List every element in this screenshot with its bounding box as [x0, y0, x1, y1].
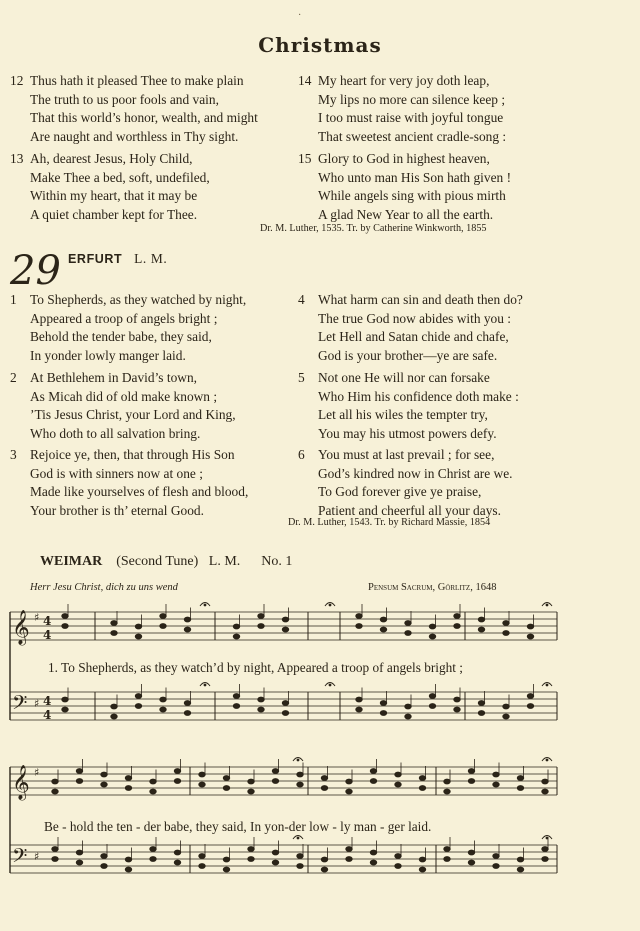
stanza-line: To God forever give ye praise,: [318, 484, 482, 500]
treble-clef: 𝄞: [12, 610, 30, 645]
hymn29-credit: Dr. M. Luther, 1543. Tr. by Richard Massie, 1854: [288, 517, 491, 528]
note-head: [478, 701, 484, 706]
note-head: [76, 860, 82, 865]
stanza-line: You may his utmost powers defy.: [318, 425, 497, 441]
fermata-dot: [546, 759, 548, 761]
page-mark: ·: [298, 10, 302, 21]
note-head: [493, 772, 499, 777]
note-head: [62, 697, 68, 702]
note-head: [297, 782, 303, 787]
stanza-line: What harm can sin and death then do?: [318, 292, 523, 307]
stanza-line: ’Tis Jesus Christ, your Lord and King,: [30, 407, 236, 423]
stanza-line: Not one He will nor can forsake: [318, 370, 490, 385]
note-head: [282, 711, 288, 716]
stanza-line: A quiet chamber kept for Thee.: [30, 206, 198, 222]
stanza-line: Let Hell and Satan chide and chafe,: [318, 329, 509, 345]
note-head: [527, 634, 533, 639]
note-head: [282, 617, 288, 622]
note-head: [419, 786, 425, 791]
note-head: [248, 789, 254, 794]
note-head: [405, 631, 411, 636]
fermata-dot: [329, 604, 331, 606]
stanza-line: Made like yourselves of flesh and blood,: [30, 484, 249, 500]
stanza-line: That sweetest ancient cradle-song :: [318, 128, 507, 144]
note-head: [258, 707, 264, 712]
stanza-line: Let all his wiles the tempter try,: [318, 407, 488, 423]
time-signature-top: 4: [43, 694, 52, 708]
stanza-line: Who unto man His Son hath given !: [318, 169, 512, 185]
note-head: [493, 864, 499, 869]
stanza-number: 5: [298, 370, 305, 385]
note-head: [62, 707, 68, 712]
note-head: [125, 857, 131, 862]
note-head: [223, 786, 229, 791]
note-head: [395, 854, 401, 859]
note-head: [150, 779, 156, 784]
note-head: [184, 627, 190, 632]
note-head: [454, 707, 460, 712]
note-head: [356, 624, 362, 629]
stanza-line: Within my heart, that it may be: [30, 188, 198, 204]
treble-clef: 𝄞: [12, 765, 30, 800]
note-head: [272, 850, 278, 855]
note-head: [468, 779, 474, 784]
note-head: [223, 867, 229, 872]
note-head: [444, 789, 450, 794]
stanza-line: While angels sing with pious mirth: [318, 188, 506, 204]
note-head: [184, 617, 190, 622]
stanza-line: Make Thee a bed, soft, undefiled,: [30, 169, 210, 185]
note-head: [111, 704, 117, 709]
stanza-number: 4: [298, 292, 305, 307]
note-head: [429, 704, 435, 709]
key-signature-sharp: ♯: [34, 611, 40, 624]
note-head: [125, 786, 131, 791]
stanza-number: 2: [10, 370, 17, 385]
note-head: [52, 857, 58, 862]
note-head: [101, 782, 107, 787]
second-tune-title: WEIMAR: [40, 554, 103, 569]
note-head: [444, 847, 450, 852]
note-head: [346, 847, 352, 852]
note-head: [272, 860, 278, 865]
note-head: [150, 789, 156, 794]
note-head: [135, 704, 141, 709]
key-signature-sharp: ♯: [34, 766, 40, 779]
note-head: [542, 779, 548, 784]
note-head: [395, 772, 401, 777]
note-head: [135, 694, 141, 699]
stanza-line: Thus hath it pleased Thee to make plain: [30, 73, 244, 88]
note-head: [321, 867, 327, 872]
fermata-dot: [546, 684, 548, 686]
note-head: [52, 847, 58, 852]
note-head: [405, 621, 411, 626]
note-head: [272, 769, 278, 774]
note-head: [258, 614, 264, 619]
stanza-line: The truth to us poor fools and vain,: [30, 91, 219, 107]
tune-name-text: ERFURT: [68, 252, 123, 266]
key-signature-sharp: ♯: [34, 850, 40, 863]
stanza-line: To Shepherds, as they watched by night,: [30, 292, 247, 307]
note-head: [419, 867, 425, 872]
stanza-line: My heart for very joy doth leap,: [318, 73, 490, 88]
note-head: [125, 867, 131, 872]
note-head: [199, 864, 205, 869]
stanza-line: Glory to God in highest heaven,: [318, 151, 490, 166]
note-head: [356, 614, 362, 619]
time-signature-bottom: 4: [43, 628, 52, 642]
note-head: [199, 772, 205, 777]
note-head: [380, 627, 386, 632]
note-head: [101, 772, 107, 777]
note-head: [503, 704, 509, 709]
note-head: [527, 694, 533, 699]
stanza-line: Patient and cheerful all your days.: [318, 502, 501, 518]
stanza-line: God’s kindred now in Christ are we.: [318, 465, 513, 481]
note-head: [52, 789, 58, 794]
note-head: [468, 850, 474, 855]
stanza-number: 13: [10, 151, 24, 166]
note-head: [199, 782, 205, 787]
stanza-line: Ah, dearest Jesus, Holy Child,: [30, 151, 193, 166]
note-head: [542, 789, 548, 794]
note-head: [258, 624, 264, 629]
note-head: [223, 776, 229, 781]
note-head: [478, 617, 484, 622]
note-head: [380, 617, 386, 622]
stanza-line: I too must raise with joyful tongue: [318, 110, 504, 126]
bass-clef: 𝄢: [12, 844, 28, 872]
tune-source-right: Pensum Sacrum, Görlitz, 1648: [368, 582, 497, 593]
note-head: [503, 631, 509, 636]
note-head: [429, 694, 435, 699]
time-signature-bottom: 4: [43, 708, 52, 722]
stanza-line: Appeared a troop of angels bright ;: [30, 310, 218, 326]
note-head: [135, 624, 141, 629]
stanza-line: At Bethlehem in David’s town,: [30, 370, 197, 385]
stanza-line: God is with sinners now at one ;: [30, 465, 203, 481]
time-signature-top: 4: [43, 614, 52, 628]
note-head: [454, 624, 460, 629]
note-head: [184, 701, 190, 706]
note-head: [405, 704, 411, 709]
note-head: [468, 860, 474, 865]
note-head: [527, 624, 533, 629]
note-head: [248, 857, 254, 862]
note-head: [454, 697, 460, 702]
fermata-dot: [204, 604, 206, 606]
stanza-line: God is your brother—ye are safe.: [318, 347, 498, 363]
stanza-line: Who Him his confidence doth make :: [318, 388, 519, 404]
note-head: [503, 621, 509, 626]
note-head: [478, 711, 484, 716]
note-head: [346, 857, 352, 862]
note-head: [321, 786, 327, 791]
note-head: [321, 857, 327, 862]
note-head: [493, 782, 499, 787]
section-header: Christmas: [258, 33, 382, 57]
note-head: [370, 779, 376, 784]
stanza-number: 6: [298, 447, 305, 462]
second-tune-number: No. 1: [261, 554, 293, 569]
stanza-number: 1: [10, 292, 17, 307]
note-head: [444, 779, 450, 784]
note-head: [76, 769, 82, 774]
stanza-line: A glad New Year to all the earth.: [318, 206, 494, 222]
note-head: [160, 614, 166, 619]
note-head: [233, 704, 239, 709]
stanza-line: The true God now abides with you :: [318, 310, 512, 326]
stanza-line: Are naught and worthless in Thy sight.: [30, 128, 239, 144]
note-head: [62, 614, 68, 619]
bass-clef: 𝄢: [12, 691, 28, 719]
note-head: [395, 864, 401, 869]
note-head: [542, 857, 548, 862]
note-head: [444, 857, 450, 862]
note-head: [542, 847, 548, 852]
note-head: [321, 776, 327, 781]
note-head: [52, 779, 58, 784]
note-head: [248, 779, 254, 784]
note-head: [454, 614, 460, 619]
note-head: [429, 634, 435, 639]
note-head: [174, 769, 180, 774]
note-head: [346, 779, 352, 784]
note-head: [297, 854, 303, 859]
stanza-number: 3: [10, 447, 17, 462]
note-head: [395, 782, 401, 787]
note-head: [184, 711, 190, 716]
stanza-number: 15: [298, 151, 312, 166]
fermata-dot: [329, 684, 331, 686]
fermata-dot: [204, 684, 206, 686]
note-head: [174, 860, 180, 865]
note-head: [233, 694, 239, 699]
note-head: [468, 769, 474, 774]
note-head: [160, 697, 166, 702]
note-head: [101, 864, 107, 869]
note-head: [493, 854, 499, 859]
hymn28-credit: Dr. M. Luther, 1535. Tr. by Catherine Winkworth, 1855: [260, 223, 487, 234]
stanza-number: 14: [298, 73, 312, 88]
stanza-line: Rejoice ye, then, that through His Son: [30, 447, 235, 462]
note-head: [419, 776, 425, 781]
note-head: [370, 769, 376, 774]
lyrics-line-2: Be - hold the ten - der babe, they said, In yon-der low - ly man - ger laid.: [44, 819, 432, 834]
note-head: [405, 714, 411, 719]
second-tune-subtitle: (Second Tune): [116, 554, 199, 569]
note-head: [282, 627, 288, 632]
fermata-dot: [546, 837, 548, 839]
note-head: [517, 786, 523, 791]
stanza-line: Your brother is th’ eternal Good.: [30, 502, 204, 518]
hymn-number: 29: [10, 248, 61, 294]
note-head: [272, 779, 278, 784]
note-head: [370, 860, 376, 865]
stanza-line: That this world’s honor, wealth, and might: [30, 110, 258, 126]
note-head: [380, 701, 386, 706]
tune-meter: L. M.: [134, 251, 168, 266]
note-head: [233, 624, 239, 629]
note-head: [150, 857, 156, 862]
note-head: [174, 850, 180, 855]
note-head: [282, 701, 288, 706]
note-head: [111, 631, 117, 636]
note-head: [429, 624, 435, 629]
note-head: [297, 864, 303, 869]
note-head: [478, 627, 484, 632]
stanza-line: Who doth to all salvation bring.: [30, 425, 201, 441]
stanza-line: My lips no more can silence keep ;: [318, 91, 506, 107]
note-head: [150, 847, 156, 852]
fermata-dot: [297, 837, 299, 839]
note-head: [370, 850, 376, 855]
note-head: [101, 854, 107, 859]
note-head: [160, 707, 166, 712]
note-head: [233, 634, 239, 639]
fermata-dot: [297, 759, 299, 761]
note-head: [76, 850, 82, 855]
tune-source-left: Herr Jesu Christ, dich zu uns wend: [30, 582, 178, 593]
note-head: [62, 624, 68, 629]
note-head: [258, 697, 264, 702]
note-head: [517, 857, 523, 862]
note-head: [517, 867, 523, 872]
stanza-line: In yonder lowly manger laid.: [30, 347, 186, 363]
note-head: [297, 772, 303, 777]
lyrics-line-1: 1. To Shepherds, as they watch’d by night, Appeared a troop of angels bright ;: [48, 660, 464, 675]
note-head: [111, 714, 117, 719]
note-head: [527, 704, 533, 709]
note-head: [76, 779, 82, 784]
note-head: [111, 621, 117, 626]
note-head: [135, 634, 141, 639]
key-signature-sharp: ♯: [34, 697, 40, 710]
stanza-line: Behold the tender babe, they said,: [30, 329, 212, 345]
note-head: [248, 847, 254, 852]
note-head: [160, 624, 166, 629]
note-head: [356, 697, 362, 702]
second-tune-meter: L. M.: [208, 554, 241, 569]
note-head: [223, 857, 229, 862]
stanza-number: 12: [10, 73, 24, 88]
stanza-line: As Micah did of old make known ;: [30, 388, 218, 404]
note-head: [380, 711, 386, 716]
fermata-dot: [546, 604, 548, 606]
stanza-line: You must at last prevail ; for see,: [318, 447, 495, 462]
note-head: [503, 714, 509, 719]
note-head: [174, 779, 180, 784]
note-head: [517, 776, 523, 781]
note-head: [419, 857, 425, 862]
note-head: [125, 776, 131, 781]
note-head: [199, 854, 205, 859]
note-head: [346, 789, 352, 794]
note-head: [356, 707, 362, 712]
